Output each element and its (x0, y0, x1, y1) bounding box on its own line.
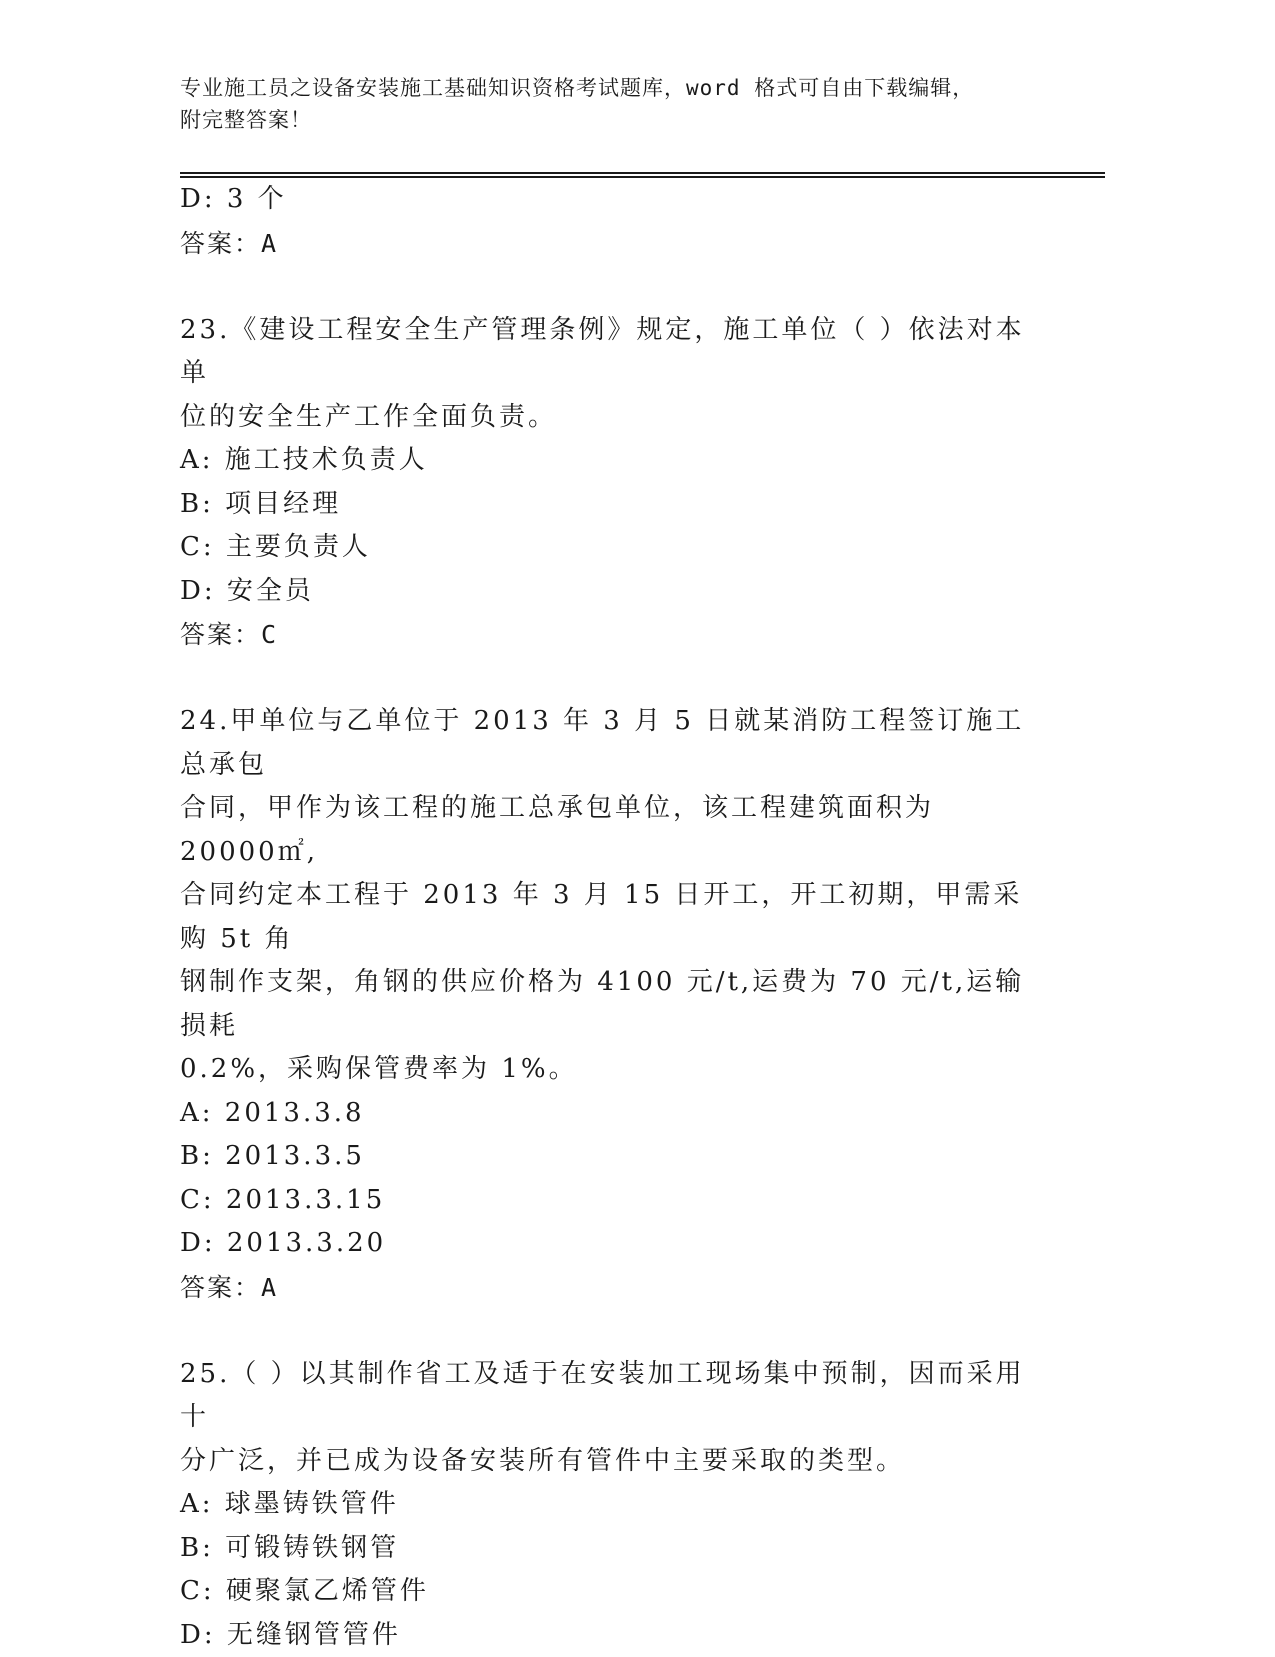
option-d: D: 安全员 (180, 570, 1040, 614)
question-content (180, 178, 1040, 1657)
option-a: A: 球墨铸铁管件 (180, 1483, 1040, 1527)
option-c: C: 主要负责人 (180, 526, 1040, 570)
question-stem: 合同，甲作为该工程的施工总承包单位，该工程建筑面积为 20000㎡, (180, 787, 1040, 874)
answer: 答案：A (180, 222, 1040, 266)
spacer (180, 1309, 1040, 1353)
option-d: D: 无缝钢管管件 (180, 1614, 1040, 1657)
spacer (180, 265, 1040, 309)
page-header (180, 72, 1030, 136)
spacer (180, 657, 1040, 701)
option-c: C: 2013.3.15 (180, 1179, 1040, 1223)
option-b: B: 可锻铸铁钢管 (180, 1527, 1040, 1571)
question-stem: 位的安全生产工作全面负责。 (180, 396, 1040, 440)
option-b: B: 2013.3.5 (180, 1135, 1040, 1179)
option-b: B: 项目经理 (180, 483, 1040, 527)
option-a: A: 2013.3.8 (180, 1092, 1040, 1136)
question-stem: 钢制作支架，角钢的供应价格为 4100 元/t,运费为 70 元/t,运输损耗 (180, 961, 1040, 1048)
option-c: C: 硬聚氯乙烯管件 (180, 1570, 1040, 1614)
question-stem: 分广泛，并已成为设备安装所有管件中主要采取的类型。 (180, 1440, 1040, 1484)
option-a: A: 施工技术负责人 (180, 439, 1040, 483)
header-line-2: 附完整答案！ (180, 104, 1030, 136)
option-d: D: 2013.3.20 (180, 1222, 1040, 1266)
answer: 答案：C (180, 613, 1040, 657)
question-24 (180, 700, 1040, 1309)
question-stem: 23.《建设工程安全生产管理条例》规定，施工单位（ ）依法对本单 (180, 309, 1040, 396)
question-stem: 合同约定本工程于 2013 年 3 月 15 日开工，开工初期，甲需采购 5t 角 (180, 874, 1040, 961)
option-d: D: 3 个 (180, 178, 1040, 222)
question-stem: 24.甲单位与乙单位于 2013 年 3 月 5 日就某消防工程签订施工总承包 (180, 700, 1040, 787)
header-rule (180, 172, 1105, 174)
question-25 (180, 1353, 1040, 1657)
question-stem: 25.（ ）以其制作省工及适于在安装加工现场集中预制，因而采用十 (180, 1353, 1040, 1440)
question-23 (180, 309, 1040, 657)
header-line-1: 专业施工员之设备安装施工基础知识资格考试题库，word 格式可自由下载编辑， (180, 72, 1030, 104)
question-stem: 0.2%，采购保管费率为 1%。 (180, 1048, 1040, 1092)
answer: 答案：A (180, 1266, 1040, 1310)
